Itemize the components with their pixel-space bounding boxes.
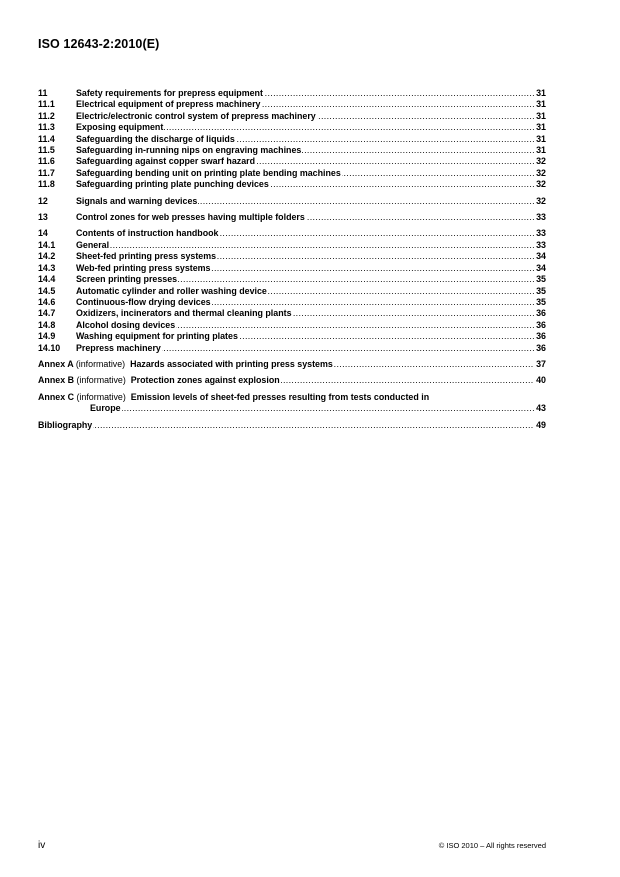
toc-entry[interactable] xyxy=(38,343,546,354)
toc-entry[interactable] xyxy=(38,263,546,274)
annex-b-page: 40 xyxy=(536,375,546,386)
toc-entry-page: 35 xyxy=(536,274,546,285)
toc-group-11 xyxy=(38,88,546,191)
annex-a-title: Hazards associated with printing press systems xyxy=(130,358,333,369)
toc-entry-number: 14.5 xyxy=(38,285,56,296)
toc-entry-title: Safeguarding bending unit on printing plate bending machines xyxy=(76,167,341,178)
page-number: iv xyxy=(38,840,46,851)
toc-entry-page: 32 xyxy=(536,156,546,167)
toc-entry-title: Safeguarding the discharge of liquids xyxy=(76,133,235,144)
toc-entry-title: Automatic cylinder and roller washing device xyxy=(76,285,267,296)
document-id: ISO 12643-2:2010(E) xyxy=(38,37,160,51)
toc-entry-title: Contents of instruction handbook xyxy=(76,228,219,239)
toc-entry-number: 11.1 xyxy=(38,99,55,110)
toc-entry-page: 31 xyxy=(536,99,546,110)
toc-entry-title: Safeguarding in-running nips on engraving machines xyxy=(76,145,302,156)
toc-group-13 xyxy=(38,212,546,223)
toc-entry-title: Oxidizers, incinerators and thermal cleaning plants xyxy=(76,308,292,319)
toc-entry-page: 31 xyxy=(536,110,546,121)
toc-entry[interactable] xyxy=(38,168,546,179)
toc-entry-title: Safety requirements for prepress equipment xyxy=(76,88,263,98)
toc-entry-page: 34 xyxy=(536,262,546,273)
toc-group-14 xyxy=(38,228,546,353)
toc-entry-page: 32 xyxy=(536,167,546,178)
toc-entry-title: Control zones for web presses having multiple folders xyxy=(76,212,305,223)
toc-entry[interactable] xyxy=(38,196,546,207)
toc-entry-number: 14.7 xyxy=(38,308,56,319)
toc-entry-title: Electrical equipment of prepress machinery xyxy=(76,99,261,110)
toc-entry-number: 11.4 xyxy=(38,133,55,144)
toc-entry-page: 31 xyxy=(536,122,546,133)
toc-entry[interactable] xyxy=(38,99,546,110)
bibliography-title: Bibliography xyxy=(38,419,93,430)
toc-entry-title: Continuous-flow drying devices xyxy=(76,296,211,307)
toc-entry-page: 36 xyxy=(536,342,546,353)
toc-entry-bibliography[interactable] xyxy=(38,420,546,431)
toc-entry-title: Prepress machinery xyxy=(76,342,161,353)
toc-entry[interactable] xyxy=(38,145,546,156)
toc-entry-number: 14.2 xyxy=(38,251,56,262)
toc-group-12 xyxy=(38,196,546,207)
toc-entry[interactable] xyxy=(38,88,546,99)
toc-entry-annex-c[interactable] xyxy=(38,392,546,415)
toc-entry-number: 14.3 xyxy=(38,262,56,273)
toc-entry-page: 33 xyxy=(536,228,546,239)
toc-entry-number: 14.8 xyxy=(38,319,56,330)
toc-entry-title: Signals and warning devices xyxy=(76,195,198,206)
toc-entry-number: 14 xyxy=(38,228,48,239)
toc-entry-number: 11 xyxy=(38,88,48,98)
toc-entry-number: 13 xyxy=(38,212,48,223)
toc-entry-page: 31 xyxy=(536,133,546,144)
toc-entry-annex-b[interactable] xyxy=(38,375,546,386)
toc-entry[interactable] xyxy=(38,286,546,297)
toc-entry-page: 34 xyxy=(536,251,546,262)
toc-entry[interactable] xyxy=(38,240,546,251)
annex-c-title-line2: Europe xyxy=(90,403,121,414)
toc-entry-page: 33 xyxy=(536,239,546,250)
table-of-contents xyxy=(38,88,546,431)
toc-entry-number: 14.9 xyxy=(38,331,56,342)
toc-entry-annex-a[interactable] xyxy=(38,359,546,370)
toc-entry[interactable] xyxy=(38,308,546,319)
toc-entry-title: Exposing equipment xyxy=(76,122,164,133)
toc-entry-page: 35 xyxy=(536,296,546,307)
annex-b-informative: (informative) xyxy=(76,375,126,386)
toc-entry-page: 31 xyxy=(536,88,546,98)
toc-entry-number: 11.7 xyxy=(38,167,55,178)
toc-entry-title: Screen printing presses xyxy=(76,274,178,285)
toc-entry-number: 12 xyxy=(38,195,48,206)
toc-entry-page: 36 xyxy=(536,319,546,330)
toc-entry-title: Safeguarding against copper swarf hazard xyxy=(76,156,256,167)
toc-entry-number: 14.10 xyxy=(38,342,61,353)
annex-b-title: Protection zones against explosion xyxy=(130,375,280,386)
toc-entry[interactable] xyxy=(38,228,546,239)
toc-entry[interactable] xyxy=(38,179,546,190)
toc-entry-title: Electric/electronic control system of prepress machinery xyxy=(76,110,316,121)
annex-c-informative: (informative) xyxy=(76,391,126,402)
annex-a-lead: Annex A xyxy=(38,358,74,369)
copyright-notice: © ISO 2010 – All rights reserved xyxy=(438,841,546,850)
annex-c-lead: Annex C xyxy=(38,391,74,402)
toc-entry-number: 11.3 xyxy=(38,122,55,133)
toc-entry-number: 14.4 xyxy=(38,274,56,285)
toc-entry[interactable] xyxy=(38,134,546,145)
toc-entry-page: 32 xyxy=(536,179,546,190)
toc-entry-title: Sheet-fed printing press systems xyxy=(76,251,217,262)
bibliography-page: 49 xyxy=(536,419,546,430)
toc-entry-number: 11.2 xyxy=(38,110,55,121)
annex-a-page: 37 xyxy=(536,358,546,369)
toc-entry-title: Safeguarding printing plate punching devices xyxy=(76,179,269,190)
toc-entry[interactable] xyxy=(38,122,546,133)
toc-entry-page: 32 xyxy=(536,195,546,206)
toc-entry-number: 11.8 xyxy=(38,179,55,190)
toc-entry-number: 11.6 xyxy=(38,156,55,167)
toc-entry[interactable] xyxy=(38,111,546,122)
toc-entry[interactable] xyxy=(38,320,546,331)
toc-entry-number: 14.6 xyxy=(38,296,56,307)
toc-entry[interactable] xyxy=(38,331,546,342)
toc-entry-page: 33 xyxy=(536,212,546,223)
toc-entry[interactable] xyxy=(38,251,546,262)
toc-entry[interactable] xyxy=(38,212,546,223)
toc-entry[interactable] xyxy=(38,297,546,308)
annex-c-page: 43 xyxy=(536,403,546,414)
toc-entry[interactable] xyxy=(38,156,546,167)
toc-entry-title: Washing equipment for printing plates xyxy=(76,331,238,342)
toc-entry-number: 14.1 xyxy=(38,239,56,250)
toc-entry-title: Web-fed printing press systems xyxy=(76,262,211,273)
toc-entry-title: Alcohol dosing devices xyxy=(76,319,176,330)
toc-entry-page: 36 xyxy=(536,331,546,342)
toc-entry-page: 31 xyxy=(536,145,546,156)
toc-entry-page: 35 xyxy=(536,285,546,296)
toc-entry-number: 11.5 xyxy=(38,145,55,156)
annex-a-informative: (informative) xyxy=(75,358,126,369)
annex-c-title-line1: Emission levels of sheet-fed presses resulting from tests conducted in xyxy=(130,391,430,402)
annex-b-lead: Annex B xyxy=(38,375,74,386)
toc-entry-title: General xyxy=(76,239,110,250)
toc-entry[interactable] xyxy=(38,274,546,285)
toc-entry-page: 36 xyxy=(536,308,546,319)
